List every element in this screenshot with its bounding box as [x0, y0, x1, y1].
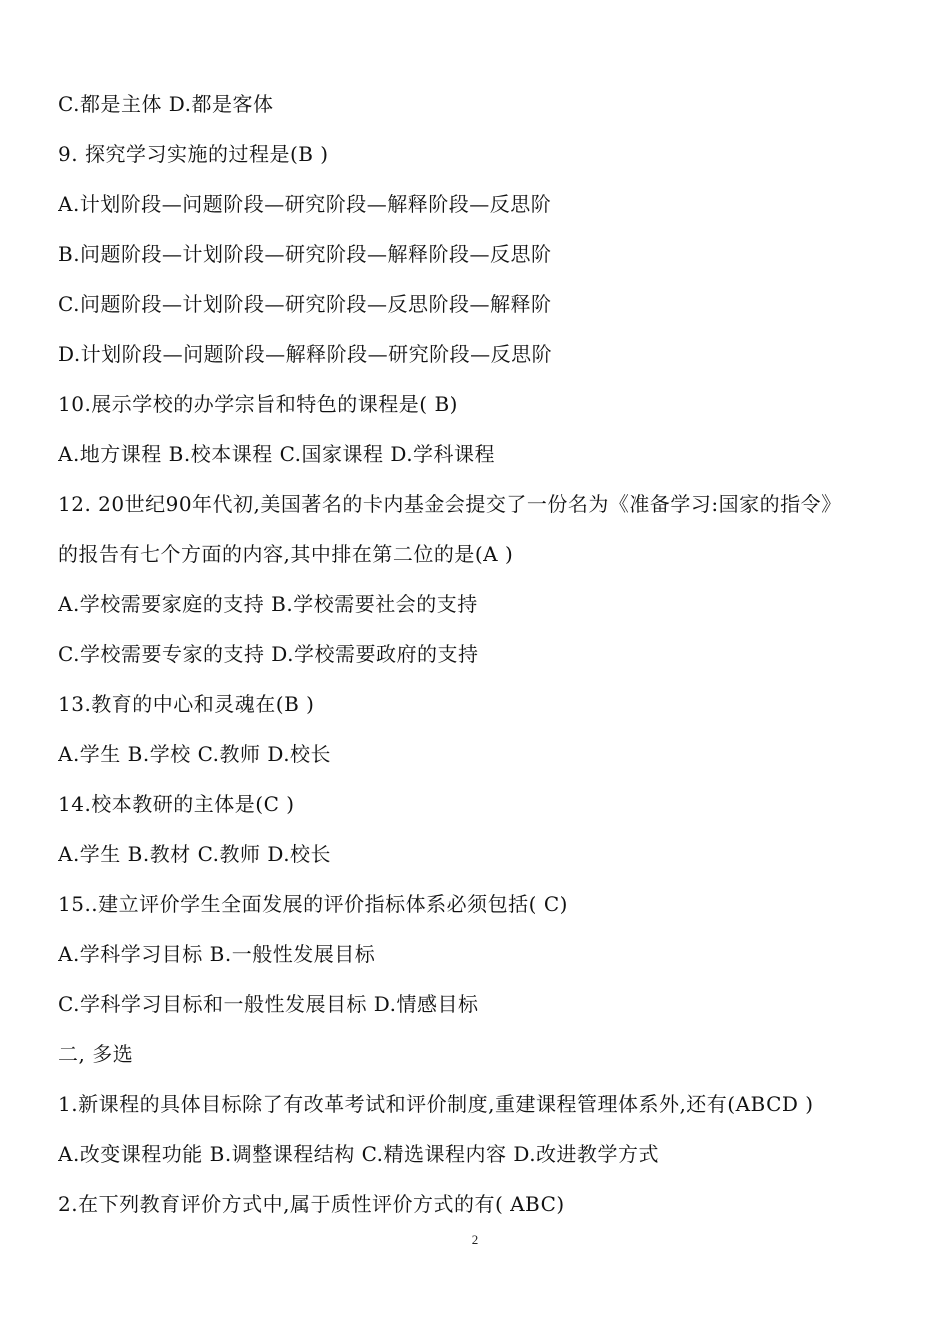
option-line: C.学校需要专家的支持 D.学校需要政府的支持 [58, 642, 479, 666]
option-line: D.计划阶段—问题阶段—解释阶段—研究阶段—反思阶 [58, 342, 553, 366]
question-line: 12. 20世纪90年代初,美国著名的卡内基金会提交了一份名为《准备学习:国家的指令》 [58, 492, 842, 516]
question-line: 9. 探究学习实施的过程是(B ) [58, 142, 329, 166]
question-line: 14.校本教研的主体是(C ) [58, 792, 295, 816]
option-line: C.学科学习目标和一般性发展目标 D.情感目标 [58, 992, 479, 1016]
document-body [58, 87, 918, 1237]
option-line: A.改变课程功能 B.调整课程结构 C.精选课程内容 D.改进教学方式 [58, 1142, 660, 1166]
question-line: 15..建立评价学生全面发展的评价指标体系必须包括( C) [58, 892, 568, 916]
text-line: C.都是主体 D.都是客体 [58, 92, 274, 116]
option-line: A.地方课程 B.校本课程 C.国家课程 D.学科课程 [58, 442, 496, 466]
option-line: A.学生 B.学校 C.教师 D.校长 [58, 742, 332, 766]
section-heading: 二, 多选 [58, 1042, 134, 1066]
question-line-continued: 的报告有七个方面的内容,其中排在第二位的是(A ) [58, 542, 514, 566]
option-line: A.计划阶段—问题阶段—研究阶段—解释阶段—反思阶 [58, 192, 552, 216]
option-line: B.问题阶段—计划阶段—研究阶段—解释阶段—反思阶 [58, 242, 552, 266]
option-line: A.学生 B.教材 C.教师 D.校长 [58, 842, 332, 866]
option-line: A.学科学习目标 B.一般性发展目标 [58, 942, 376, 966]
page-number: 2 [471, 1232, 479, 1247]
option-line: C.问题阶段—计划阶段—研究阶段—反思阶段—解释阶 [58, 292, 552, 316]
option-line: A.学校需要家庭的支持 B.学校需要社会的支持 [58, 592, 478, 616]
question-line: 13.教育的中心和灵魂在(B ) [58, 692, 315, 716]
question-line: 10.展示学校的办学宗旨和特色的课程是( B) [58, 392, 458, 416]
question-line: 1.新课程的具体目标除了有改革考试和评价制度,重建课程管理体系外,还有(ABCD ) [58, 1092, 814, 1116]
question-line: 2.在下列教育评价方式中,属于质性评价方式的有( ABC) [58, 1192, 565, 1216]
